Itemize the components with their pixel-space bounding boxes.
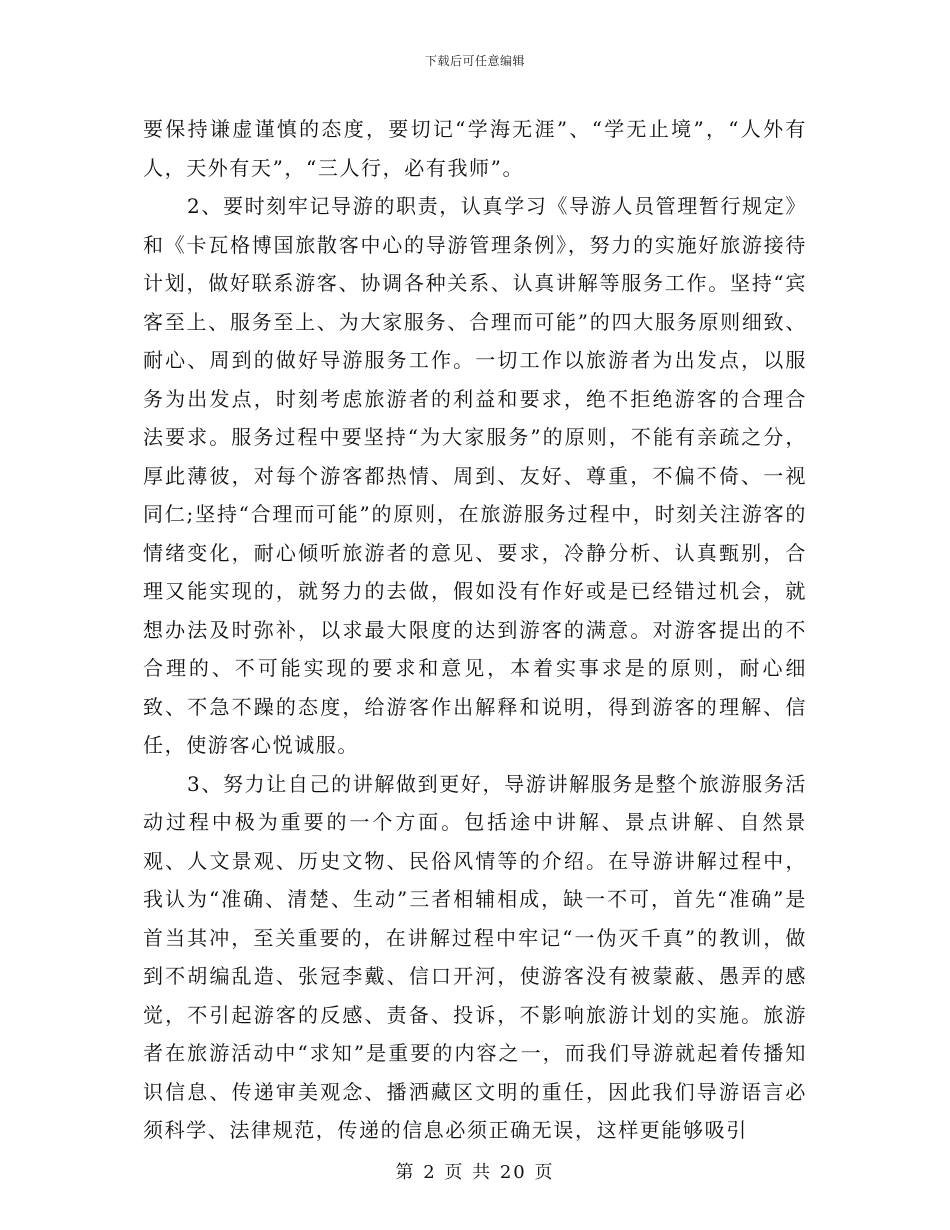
paragraph-continuation: 要保持谦虚谨慎的态度，要切记“学海无涯”、“学无止境”，“人外有人，天外有天”，“三人行，必有我师”。 bbox=[143, 117, 807, 180]
page-number: 第 2 页 共 20 页 bbox=[395, 1162, 555, 1183]
paragraph-item-3: 3、努力让自己的讲解做到更好，导游讲解服务是整个旅游服务活动过程中极为重要的一个方面。包括途中讲解、景点讲解、自然景观、人文景观、历史文物、民俗风情等的介绍。在导游讲解过程中，我认为“准确、清楚、生动”三者相辅相成，缺一不可，首先“准确”是首当其冲，至关重要的，在讲解过程中牢记“一伪灭千真”的教训，做到不胡编乱造、张冠李戴、信口开河，使游客没有被蒙蔽、愚弄的感觉，不引起游客的反感、责备、投诉，不影响旅游计划的实施。旅游者在旅游活动中“求知”是重要的内容之一，而我们导游就起着传播知识信息、传递审美观念、播洒藏区文明的重任，因此我们导游语言必须科学、法律规范，传递的信息必须正确无误，这样更能够吸引 bbox=[143, 771, 807, 1142]
header-note: 下载后可任意编辑 bbox=[424, 54, 525, 68]
paragraph-item-2: 2、要时刻牢记导游的职责，认真学习《导游人员管理暂行规定》和《卡瓦格博国旅散客中心的导游管理条例》，努力的实施好旅游接待计划，做好联系游客、协调各种关系、认真讲解等服务工作。坚持“宾客至上、服务至上、为大家服务、合理而可能”的四大服务原则细致、耐心、周到的做好导游服务工作。一切工作以旅游者为出发点，以服务为出发点，时刻考虑旅游者的利益和要求，绝不拒绝游客的合理合法要求。服务过程中要坚持“为大家服务”的原则，不能有亲疏之分，厚此薄彼，对每个游客都热情、周到、友好、尊重，不偏不倚、一视同仁;坚持“合理而可能”的原则，在旅游服务过程中，时刻关注游客的情绪变化，耐心倾听旅游者的意见、要求，冷静分析、认真甄别，合理又能实现的，就努力的去做，假如没有作好或是已经错过机会，就想办法及时弥补，以求最大限度的达到游客的满意。对游客提出的不合理的、不可能实现的要求和意见，本着实事求是的原则，耐心细致、不急不躁的态度，给游客作出解释和说明，得到游客的理解、信任，使游客心悦诚服。 bbox=[143, 194, 807, 757]
body-text bbox=[143, 110, 807, 1150]
